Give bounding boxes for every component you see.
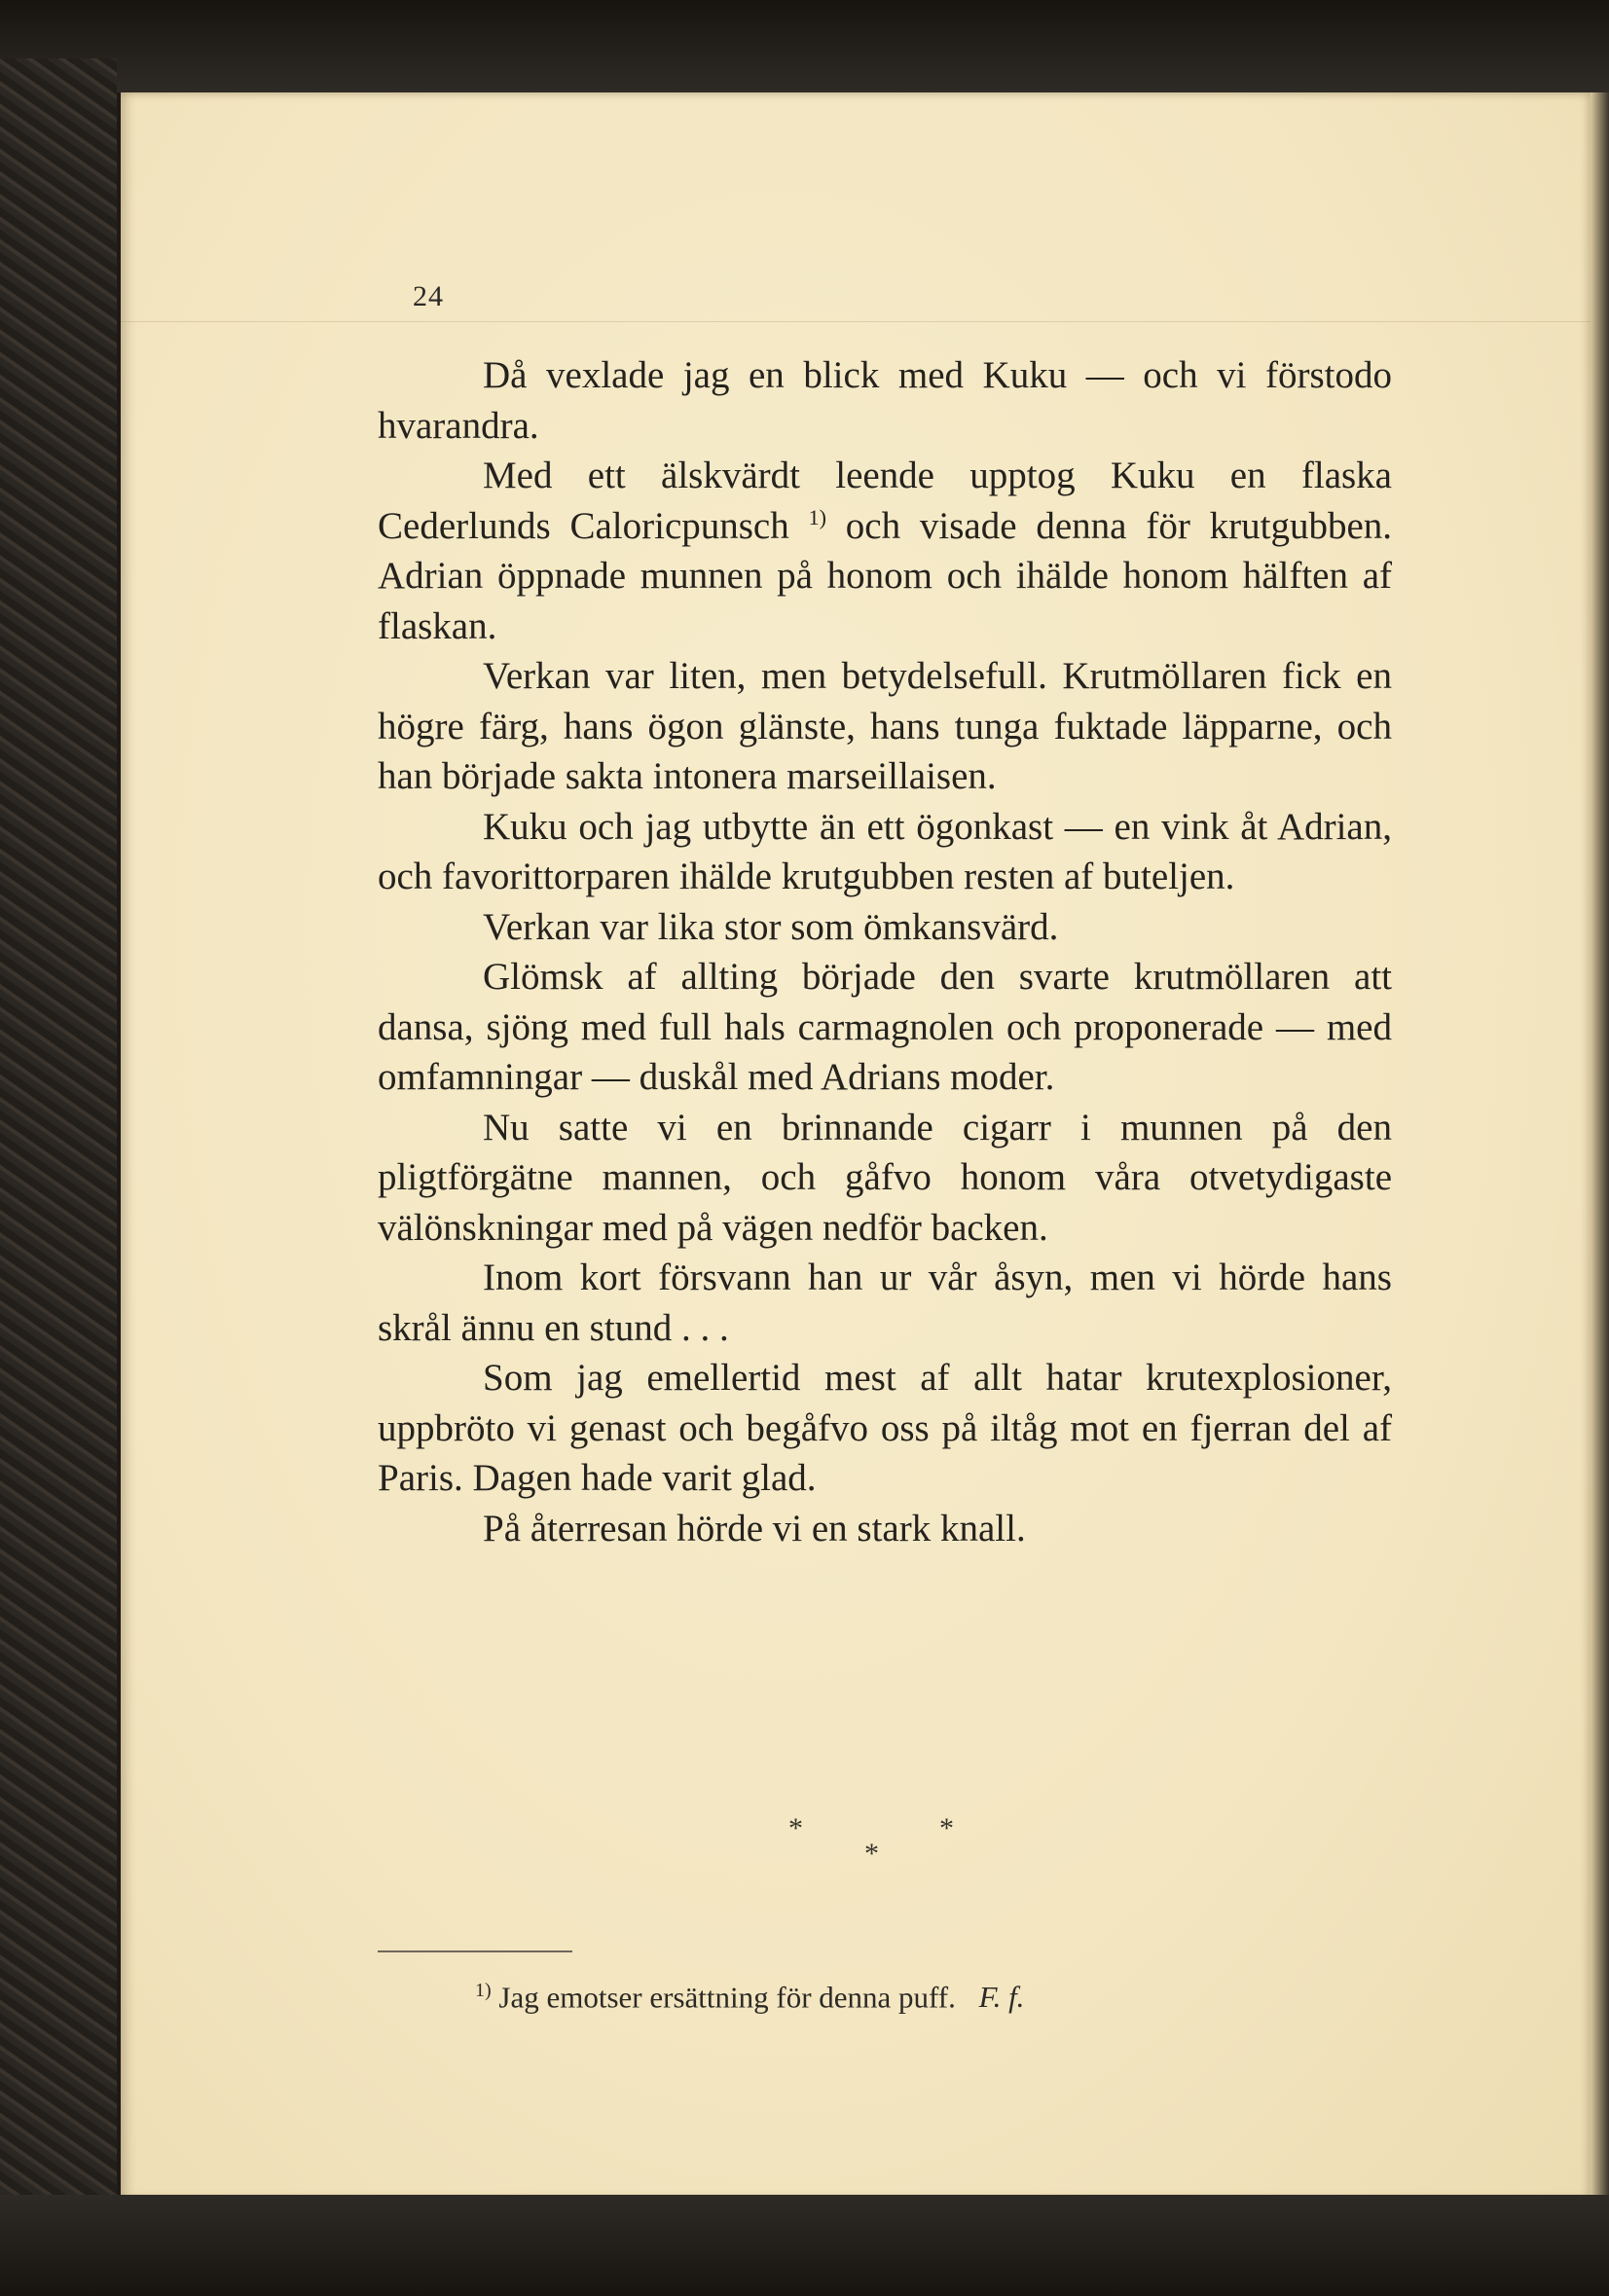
paragraph: Nu satte vi en brinnande cigarr i munnen på den pligtförgätne mannen, och gåfvo honom våra otvetydigaste välönskningar med på vägen nedför backen.: [378, 1106, 1392, 1249]
body-text: [378, 350, 1392, 1553]
paragraph: På återresan hörde vi en stark knall.: [483, 1507, 1026, 1549]
asterisk: *: [864, 1838, 879, 1870]
paragraph-text: Med ett älskvärdt leende upptog Kuku en flaska Cederlunds Caloricpunsch: [378, 455, 1392, 547]
paragraph: Glömsk af allting började den svarte krutmöllaren att dansa, sjöng med full hals carmagnolen och proponerade — med omfamningar — duskål med Adrians moder.: [378, 956, 1392, 1098]
page-number: 24: [413, 280, 444, 312]
footnote: [475, 1980, 1024, 2015]
paragraph: Inom kort försvann han ur vår åsyn, men vi hörde hans skrål ännu en stund . . .: [378, 1257, 1392, 1349]
paragraph-text-continued: och visade denna för krutgubben. Adrian öppnade munnen på honom och ihälde honom hälften af flaskan.: [378, 504, 1393, 647]
footnote-signature: F. f.: [978, 1980, 1025, 2015]
paragraph-with-footnote: [378, 451, 1392, 651]
paragraph: Kuku och jag utbytte än ett ögonkast — en vink åt Adrian, och favorittorparen ihälde krutgubben resten af buteljen.: [378, 805, 1392, 897]
paragraph: Verkan var liten, men betydelsefull. Krutmöllaren fick en högre färg, hans ögon glänste, hans tunga fuktade läpparne, och han började sakta intonera marseillaisen.: [378, 655, 1392, 797]
asterisk: *: [788, 1812, 803, 1844]
paragraph: Verkan var lika stor som ömkansvärd.: [483, 905, 1059, 948]
footnote-divider: [378, 1950, 572, 1952]
scan-bottom-edge: [0, 2195, 1609, 2296]
footnote-reference: 1): [808, 504, 826, 529]
asterisk: *: [939, 1812, 954, 1844]
page-right-edge: [1591, 92, 1609, 2200]
section-break-asterism: [769, 1812, 964, 1890]
book-spine: [0, 58, 117, 2239]
footnote-text: Jag emotser ersättning för denna puff.: [498, 1980, 956, 2015]
paragraph: Då vexlade jag en blick med Kuku — och vi förstodo hvarandra.: [378, 354, 1392, 447]
scan-top-edge: [0, 0, 1609, 92]
footnote-marker: 1): [475, 1980, 492, 2001]
paragraph: Som jag emellertid mest af allt hatar krutexplosioner, uppbröto vi genast och begåfvo oss på iltåg mot en fjerran del af Paris. Dagen hade varit glad.: [378, 1357, 1392, 1499]
